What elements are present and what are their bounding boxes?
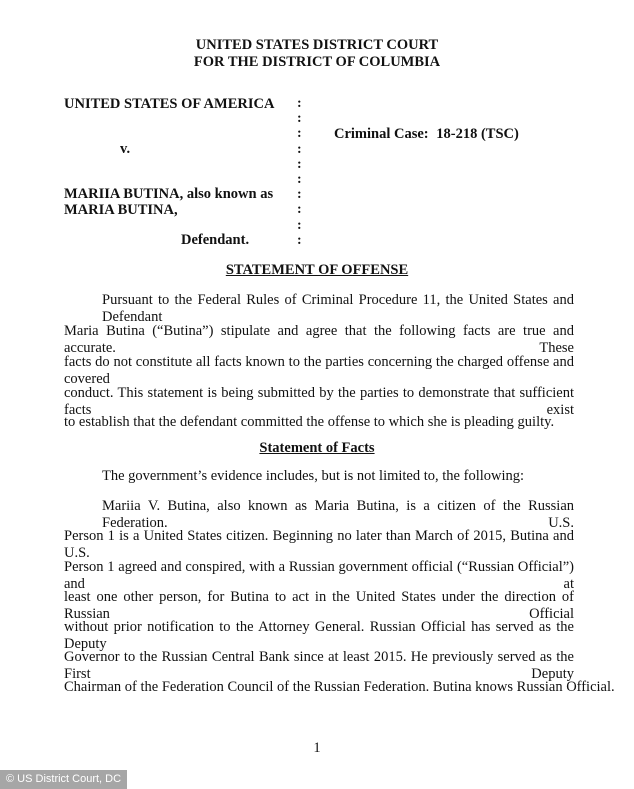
paragraph-line: facts do not constitute all facts known to the parties concerning the charged offense and covered [64, 354, 574, 387]
colon-mark: : [297, 187, 302, 203]
paragraph-line: The government’s evidence includes, but is not limited to, the following: [102, 468, 525, 484]
caption-defendant-label: Defendant. [181, 232, 250, 248]
colon-mark: : [297, 202, 302, 218]
colon-mark: : [297, 217, 302, 233]
paragraph-line: Governor to the Russian Central Bank since at least 2015. He previously served as the First Deputy [64, 649, 574, 682]
case-label: Criminal Case: [334, 126, 429, 142]
paragraph-line: without prior notification to the Attorney General. Russian Official has served as the Deputy [64, 619, 574, 652]
paragraph-line: Mariia V. Butina, also known as Maria Butina, is a citizen of the Russian Federation. U.S. [102, 498, 574, 531]
paragraph-line: least one other person, for Butina to act in the United States under the direction of Russian Official [64, 589, 574, 622]
colon-mark: : [297, 232, 302, 248]
paragraph-line: Pursuant to the Federal Rules of Criminal Procedure 11, the United States and Defendant [102, 292, 574, 325]
paragraph-line: Person 1 agreed and conspired, with a Russian government official (“Russian Official”) and at [64, 559, 574, 592]
caption-defendant-line1: MARIIA BUTINA, also known as [64, 186, 274, 202]
caption-defendant-line2: MARIA BUTINA, [64, 202, 178, 218]
case-number [334, 126, 519, 143]
colon-mark: : [297, 171, 302, 187]
case-number-value: 18-218 (TSC) [436, 126, 519, 142]
caption-versus: v. [120, 141, 131, 157]
colon-mark: : [297, 111, 302, 127]
caption-colon-divider [297, 96, 305, 248]
paragraph-line: Maria Butina (“Butina”) stipulate and agree that the following facts are true and accurate. These [64, 323, 574, 356]
colon-mark: : [297, 96, 302, 111]
court-name-line2: FOR THE DISTRICT OF COLUMBIA [193, 54, 441, 70]
statement-of-offense-heading: STATEMENT OF OFFENSE [225, 262, 409, 278]
paragraph-line: conduct. This statement is being submitted by the parties to demonstrate that sufficient facts exist [64, 385, 574, 418]
paragraph-line: to establish that the defendant committed the offense to which she is pleading guilty. [64, 414, 555, 430]
paragraph-line: Person 1 is a United States citizen. Beginning no later than March of 2015, Butina and U.S. [64, 528, 574, 561]
court-name-line1: UNITED STATES DISTRICT COURT [195, 37, 439, 53]
colon-mark: : [297, 156, 302, 172]
colon-mark: : [297, 141, 302, 157]
statement-of-facts-heading: Statement of Facts [259, 440, 375, 456]
photo-credit: © US District Court, DC [0, 770, 127, 789]
paragraph-line: Chairman of the Federation Council of the Russian Federation. Butina knows Russian Official. [64, 679, 615, 695]
colon-mark: : [297, 126, 302, 142]
caption-plaintiff: UNITED STATES OF AMERICA [64, 96, 275, 112]
page-number: 1 [313, 740, 321, 756]
